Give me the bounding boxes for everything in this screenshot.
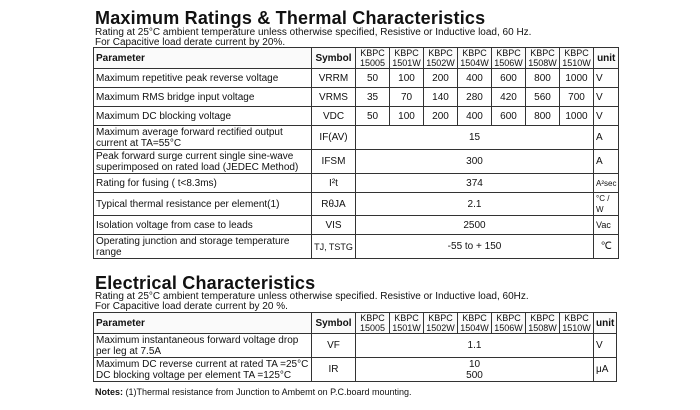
row-value: 100: [390, 107, 424, 126]
section-title-ratings: Maximum Ratings & Thermal Characteristics: [95, 8, 486, 28]
row-unit: μA: [594, 358, 617, 382]
table-row: [94, 193, 619, 216]
footnote-label: Notes:: [95, 387, 124, 397]
header-symbol: Symbol: [312, 48, 356, 69]
footnote: [95, 387, 412, 397]
header-model: KBPC 1501W: [390, 313, 424, 334]
row-value: 600: [492, 69, 526, 88]
header-model: KBPC 15005: [356, 48, 390, 69]
header-unit: unit: [594, 313, 617, 334]
row-parameter: Isolation voltage from case to leads: [94, 216, 312, 235]
row-value: 800: [526, 69, 560, 88]
row-value: 10: [468, 358, 481, 370]
row-parameter: Maximum average forward rectified output current at TA=55°C: [94, 126, 312, 150]
row-value: 800: [526, 107, 560, 126]
row-unit: °C / W: [594, 193, 619, 216]
row-unit: V: [594, 88, 619, 107]
header-model: KBPC 1506W: [492, 313, 526, 334]
row-parameter: [94, 358, 312, 382]
row-parameter-line2: DC blocking voltage per element TA =125°C: [96, 369, 292, 381]
row-unit: A: [594, 126, 619, 150]
row-value: 1000: [560, 107, 594, 126]
row-value: 560: [526, 88, 560, 107]
row-parameter: Peak forward surge current single sine-wave superimposed on rated load (JEDEC Method): [94, 150, 312, 174]
header-model: KBPC 15005: [356, 313, 390, 334]
row-value: 700: [560, 88, 594, 107]
row-value: 70: [390, 88, 424, 107]
table-row: [94, 216, 619, 235]
row-unit: Vac: [594, 216, 619, 235]
row-unit: ℃: [594, 235, 619, 259]
row-value: 200: [424, 69, 458, 88]
row-value: 1000: [560, 69, 594, 88]
row-value: 400: [458, 69, 492, 88]
row-parameter-line1: Maximum DC reverse current at rated TA =25°C: [96, 358, 309, 370]
row-symbol: VIS: [312, 216, 356, 235]
table-header-row: [94, 313, 617, 334]
row-symbol: RθJA: [312, 193, 356, 216]
header-model: KBPC 1504W: [458, 313, 492, 334]
header-parameter: Parameter: [94, 313, 312, 334]
row-value: 374: [356, 174, 594, 193]
row-parameter: Maximum repetitive peak reverse voltage: [94, 69, 312, 88]
table-row: [94, 88, 619, 107]
row-value: -55 to + 150: [356, 235, 594, 259]
row-symbol: IF(AV): [312, 126, 356, 150]
row-value: 400: [458, 107, 492, 126]
row-value: 100: [390, 69, 424, 88]
ratings-note-line2: For Capacitive load derate current by 20%.: [95, 37, 286, 48]
row-unit: A: [594, 150, 619, 174]
header-parameter: Parameter: [94, 48, 312, 69]
row-value: 50: [356, 69, 390, 88]
header-model: KBPC 1501W: [390, 48, 424, 69]
row-unit: V: [594, 107, 619, 126]
row-value: 280: [458, 88, 492, 107]
row-unit: A²sec: [594, 174, 619, 193]
row-unit: V: [594, 69, 619, 88]
row-value: 420: [492, 88, 526, 107]
table-row: [94, 174, 619, 193]
header-unit: unit: [594, 48, 619, 69]
row-symbol: VRRM: [312, 69, 356, 88]
table-row: [94, 107, 619, 126]
row-parameter: Maximum DC blocking voltage: [94, 107, 312, 126]
table-row: [94, 358, 617, 382]
table-row: [94, 235, 619, 259]
header-model: KBPC 1504W: [458, 48, 492, 69]
row-symbol: IFSM: [312, 150, 356, 174]
row-symbol: TJ, TSTG: [312, 235, 356, 259]
header-model: KBPC 1502W: [424, 48, 458, 69]
header-model: KBPC 1508W: [526, 313, 560, 334]
row-parameter: Maximum instantaneous forward voltage drop per leg at 7.5A: [94, 334, 312, 358]
electrical-note-line1: Rating at 25°C ambient temperature unless otherwise specified. Resistive or Inductive load, 60Hz.: [95, 291, 529, 302]
row-value: 35: [356, 88, 390, 107]
row-parameter: Rating for fusing ( t<8.3ms): [94, 174, 312, 193]
electrical-table: [93, 312, 617, 382]
header-model: KBPC 1510W: [560, 313, 594, 334]
row-parameter: Typical thermal resistance per element(1): [94, 193, 312, 216]
table-row: [94, 126, 619, 150]
row-value: 50: [356, 107, 390, 126]
row-value: 140: [424, 88, 458, 107]
table-row: [94, 69, 619, 88]
row-symbol: I²t: [312, 174, 356, 193]
table-row: [94, 334, 617, 358]
footnote-text: (1)Thermal resistance from Junction to Ambemt on P.C.board mounting.: [125, 387, 412, 397]
ratings-note-line1: Rating at 25°C ambient temperature unless otherwise specified, Resistive or Inductive load, 60 Hz.: [95, 27, 532, 38]
header-model: KBPC 1502W: [424, 313, 458, 334]
row-symbol: VRMS: [312, 88, 356, 107]
row-value: 1.1: [356, 334, 594, 358]
row-value: 300: [356, 150, 594, 174]
row-value: 200: [424, 107, 458, 126]
header-model: KBPC 1506W: [492, 48, 526, 69]
row-parameter: Maximum RMS bridge input voltage: [94, 88, 312, 107]
row-symbol: VDC: [312, 107, 356, 126]
row-symbol: VF: [312, 334, 356, 358]
header-model: KBPC 1508W: [526, 48, 560, 69]
electrical-note-line2: For Capacitive load derate current by 20 %.: [95, 301, 288, 312]
row-value: 600: [492, 107, 526, 126]
row-value: 2.1: [356, 193, 594, 216]
table-header-row: [94, 48, 619, 69]
row-value: 2500: [356, 216, 594, 235]
row-unit: V: [594, 334, 617, 358]
header-symbol: Symbol: [312, 313, 356, 334]
section-title-electrical: Electrical Characteristics: [95, 273, 316, 293]
ratings-table: [93, 47, 619, 259]
row-parameter: Operating junction and storage temperature range: [94, 235, 312, 259]
table-row: [94, 150, 619, 174]
row-symbol: IR: [312, 358, 356, 382]
header-model: KBPC 1510W: [560, 48, 594, 69]
row-value: 500: [466, 369, 483, 381]
row-value: 15: [356, 126, 594, 150]
row-value-cell: [356, 358, 594, 382]
